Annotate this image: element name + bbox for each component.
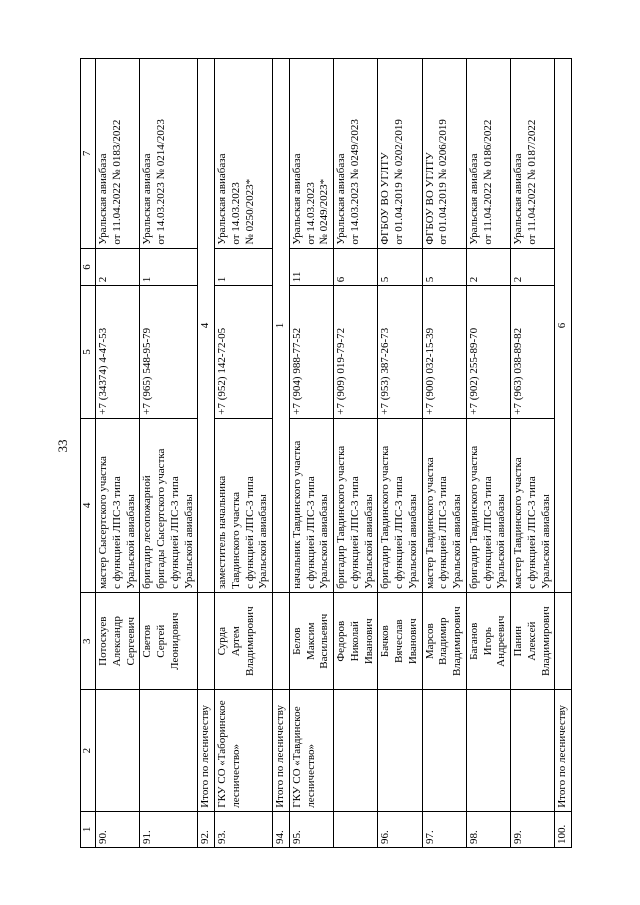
phone-cell: +7 (965) 548-95-79 [140,286,198,418]
row-number: 94. [273,811,290,847]
person-name: Иванович [406,618,419,665]
position-text: бригадир Тавдинского участка [467,445,480,589]
basis-text: от 11.04.2022 № 0187/2022 [525,119,538,245]
count-cell: 5 [378,248,422,286]
table-row [215,59,273,848]
person-name: Сурда [216,627,228,656]
position-text: Уральской авиабазы [257,494,270,589]
person-name: Белов [290,627,303,655]
column-number: 7 [81,59,96,249]
row-number: 93. [215,811,273,847]
table-row [378,59,422,848]
empty-cell [198,592,215,690]
phone-cell: +7 (953) 387-26-73 [378,286,422,418]
position-text: с функцией ЛПС-3 типа [110,476,123,589]
basis-cell [378,59,422,249]
position-text: мастер Тавдинского участка [423,457,436,589]
person-name: Максим [304,622,317,660]
total-count: 1 [273,59,290,593]
basis-text: от 11.04.2022 № 0186/2022 [481,119,494,245]
person-name: Вячеслав [393,619,405,663]
row-number: 92. [198,811,215,847]
basis-text: от 14.03.2023 [304,182,317,245]
position-text: Уральской авиабазы [539,494,552,589]
row-number: 90. [96,811,140,847]
person-name-cell [289,592,333,690]
position-text: с функцией ЛПС-3 типа [243,476,256,589]
row-number: 100. [555,811,572,847]
rotated-sheet [80,58,569,848]
forestry-cell [215,690,273,811]
position-text: с функцией ЛПС-3 типа [348,476,361,589]
phone-cell: +7 (900) 032-15-39 [422,286,466,418]
position-text: Уральской авиабазы [318,494,331,589]
basis-cell [289,59,333,249]
row-number: 98. [466,811,510,847]
row-number: 91. [140,811,198,847]
forestry-cell [511,690,555,811]
person-name: Бачков [379,625,392,658]
person-name-cell [422,592,466,690]
row-number: 99. [511,811,555,847]
basis-text: от 14.03.2023 № 0249/2023 [348,119,361,245]
person-name: Андреевич [495,615,508,667]
position-text: Уральской авиабазы [362,494,375,589]
position-text: бригадир лесопожарной [141,475,154,589]
person-name: Николай [348,621,361,662]
basis-text: от 01.04.2019 № 0206/2019 [437,119,450,245]
position-cell [378,418,422,592]
count-cell: 11 [289,248,333,286]
count-cell: 2 [96,248,140,286]
position-text: Тавдинского участка [229,491,242,589]
total-row [555,59,572,848]
table-row [96,59,140,848]
row-number: 95. [289,811,333,847]
person-name: Сергей [155,624,167,658]
person-name: Светов [141,624,154,658]
empty-cell [555,592,572,690]
person-name: Баганов [467,622,480,660]
person-name: Владимирович [451,606,463,677]
position-cell [140,418,198,592]
position-cell [466,418,510,592]
table-row [466,59,510,848]
person-name-cell [511,592,555,690]
empty-cell [273,592,290,690]
position-text: Уральской авиабазы [495,494,508,589]
phone-cell: +7 (952) 142-72-05 [215,286,273,418]
basis-text: от 01.04.2019 № 0202/2019 [393,119,405,245]
basis-text: от 14.03.2023 [229,182,242,245]
basis-cell [466,59,510,249]
table-row [140,59,198,848]
basis-text: от 14.03.2023 № 0214/2023 [155,119,167,245]
position-text: заместитель начальника [216,475,228,589]
position-text: с функцией ЛПС-3 типа [304,476,317,589]
person-name: Леонидович [168,612,181,670]
forestry-cell [466,690,510,811]
person-name: Владимирович [243,606,256,677]
position-text: бригадир Тавдинского участка [335,445,347,589]
person-name-cell [96,592,140,690]
table-body [96,59,572,848]
count-cell: 5 [422,248,466,286]
basis-text: Уральская авиабаза [512,153,524,245]
position-text: с функцией ЛПС-3 типа [525,476,538,589]
person-name: Сергеевич [124,616,137,666]
count-cell: 1 [140,248,198,286]
basis-text: Уральская авиабаза [216,153,228,245]
basis-text: № 0249/2023* [318,178,331,245]
phone-cell: +7 (904) 988-77-52 [289,286,333,418]
phone-cell: +7 (963) 038-89-82 [511,286,555,418]
forestry-cell [378,690,422,811]
position-text: мастер Сысертского участка [97,456,109,589]
basis-cell [422,59,466,249]
position-text: Уральской авиабазы [451,494,463,589]
forestry-name: ГКУ СО «Тавдинское [290,706,303,808]
basis-text: Уральская авиабаза [97,153,109,245]
column-number: 5 [81,286,96,418]
column-number: 4 [81,418,96,592]
phone-cell: +7 (34374) 4-47-53 [96,286,140,418]
person-name: Федоров [335,620,347,662]
position-text: с функцией ЛПС-3 типа [437,476,450,589]
position-text: бригады Сысертского участка [155,448,167,589]
basis-text: Уральская авиабаза [290,153,303,245]
person-name-cell [334,592,378,690]
position-cell [422,418,466,592]
person-name: Потоскуев [97,616,109,666]
position-cell [511,418,555,592]
page-number: 33 [55,439,70,453]
basis-cell [215,59,273,249]
basis-text: ФГБОУ ВО УГЛТУ [423,152,436,245]
basis-cell [334,59,378,249]
person-name: Игорь [481,627,494,656]
phone-cell: +7 (909) 019-79-72 [334,286,378,418]
person-name-cell [466,592,510,690]
position-text: начальник Тавдинского участка [290,440,303,589]
basis-cell [96,59,140,249]
basis-cell [511,59,555,249]
column-number: 2 [81,690,96,811]
position-text: с функцией ЛПС-3 типа [393,476,405,589]
row-number [334,811,378,847]
forestry-cell [140,690,198,811]
forestry-cell [422,690,466,811]
position-text: Уральской авиабазы [182,494,195,589]
person-name: Васильевич [318,613,331,669]
table-row [422,59,466,848]
position-text: мастер Тавдинского участка [512,457,524,589]
basis-text: Уральская авиабаза [335,153,347,245]
column-number: 6 [81,248,96,286]
count-cell: 6 [334,248,378,286]
forestry-name: лесничество» [304,743,317,808]
person-name: Иванович [362,618,375,665]
person-name-cell [140,592,198,690]
phone-cell: +7 (902) 255-89-70 [466,286,510,418]
total-row [198,59,215,848]
person-name: Артем [229,626,242,657]
column-number: 1 [81,811,96,847]
position-text: с функцией ЛПС-3 типа [481,476,494,589]
person-name: Владимир [437,617,450,665]
table-row [511,59,555,848]
basis-text: ФГБОУ ВО УГЛТУ [379,152,392,245]
total-count: 4 [198,59,215,593]
person-name: Владимирович [539,606,552,677]
position-text: с функцией ЛПС-3 типа [168,476,181,589]
count-cell: 1 [215,248,273,286]
forestry-name: ГКУ СО «Таборинское [216,700,228,808]
table-row [289,59,333,848]
basis-text: № 0250/2023* [243,178,256,245]
person-name: Александр [110,616,123,667]
total-label: Итого по лесничеству [555,690,572,811]
total-count: 6 [555,59,572,593]
position-text: Уральской авиабазы [406,494,419,589]
position-cell [96,418,140,592]
person-name: Алексей [525,621,538,661]
forestry-name: лесничество» [229,743,242,808]
column-number: 3 [81,592,96,690]
table-row [334,59,378,848]
count-cell: 2 [511,248,555,286]
total-label: Итого по лесничеству [198,690,215,811]
position-text: Уральской авиабазы [124,494,137,589]
person-name-cell [378,592,422,690]
forestry-cell [289,690,333,811]
person-name-cell [215,592,273,690]
person-name: Панин [512,625,524,657]
total-row [273,59,290,848]
basis-text: Уральская авиабаза [467,153,480,245]
position-text: бригадир Тавдинского участка [379,445,392,589]
count-cell: 2 [466,248,510,286]
basis-text: Уральская авиабаза [141,153,154,245]
row-number: 96. [378,811,422,847]
person-name: Марсов [423,623,436,660]
position-cell [289,418,333,592]
forestry-cell [334,690,378,811]
registry-table [80,58,572,848]
column-number-row [81,59,96,848]
basis-text: от 11.04.2022 № 0183/2022 [110,119,123,245]
total-label: Итого по лесничеству [273,690,290,811]
row-number: 97. [422,811,466,847]
basis-cell [140,59,198,249]
position-cell [215,418,273,592]
position-cell [334,418,378,592]
forestry-cell [96,690,140,811]
